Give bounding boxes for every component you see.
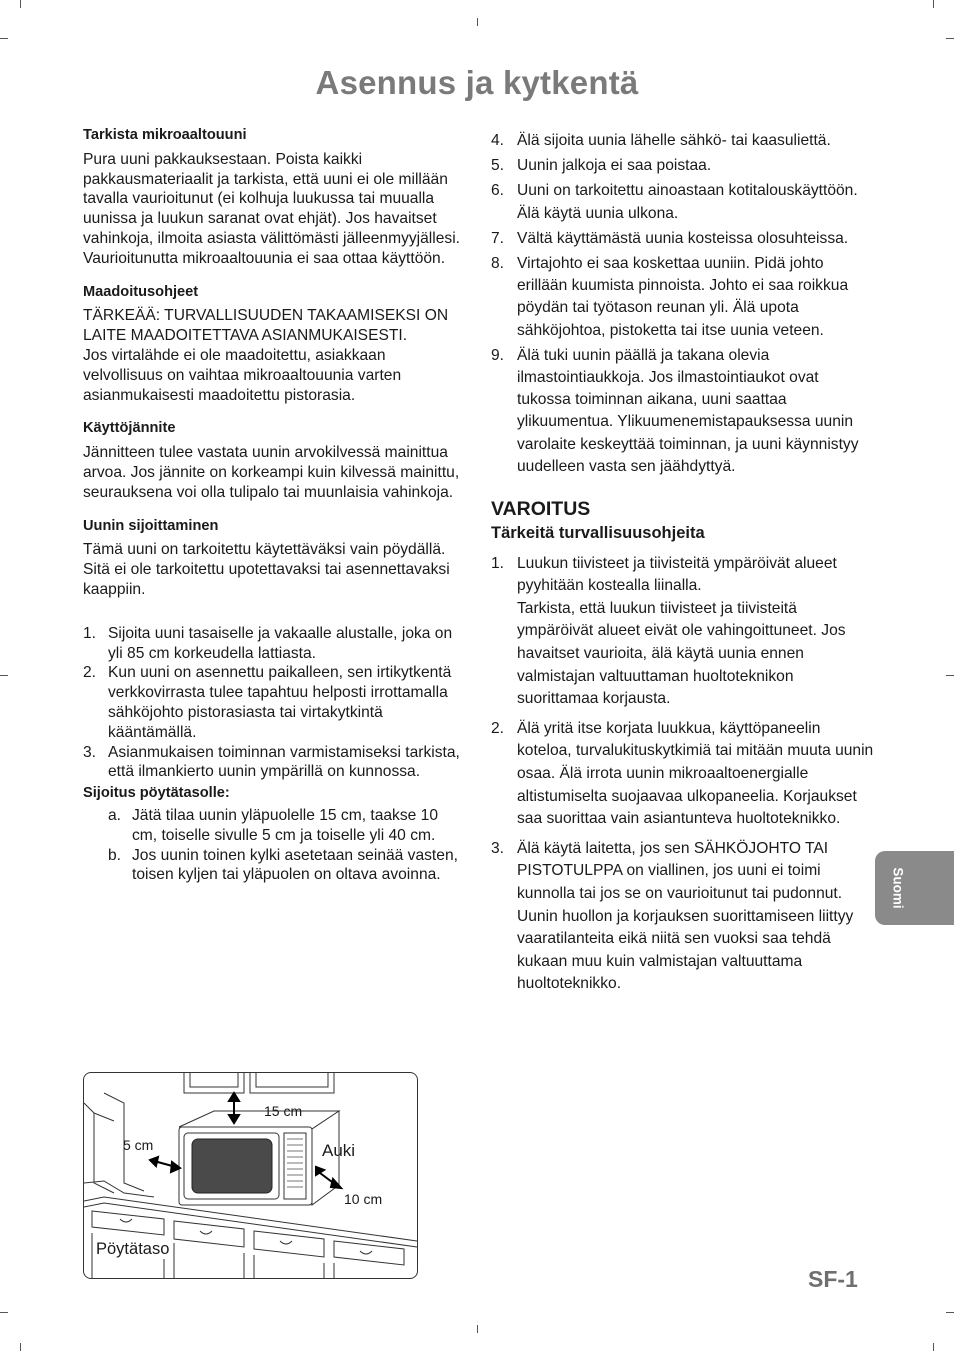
crop-mark (946, 675, 954, 676)
crop-mark (933, 0, 934, 8)
list-text: Sijoita uuni tasaiselle ja vakaalle alustalle, joka on yli 85 cm korkeudella lattiasta. (108, 624, 453, 662)
crop-mark (20, 0, 21, 8)
language-tab (875, 851, 954, 925)
list-item (491, 228, 876, 250)
list-text: Kun uuni on asennettu paikalleen, sen irtikytkentä verkkovirrasta tulee tapahtuu helposti irrottamalla sähköjohto pistorasiasta tai virtakytkintä kääntämällä. (108, 664, 452, 741)
list-number: 8. (491, 255, 505, 273)
left-column (83, 126, 465, 885)
list-number: 1. (491, 554, 505, 572)
list-text: Älä sijoita uunia lähelle sähkö- tai kaasuliettä. (517, 132, 831, 149)
warning-item (491, 718, 876, 831)
list-text: Uuni on tarkoitettu ainoastaan kotitalouskäyttöön. Älä käytä uunia ulkona. (517, 182, 858, 222)
list-text: Tarkista, että luukun tiivisteet ja tiivisteitä ympäröivät alueet eivät ole vahingoittuneet. Jos havaitset vaurioita, älä käytä uunia ennen valmistajan valtuuttaman huoltoteknikon suorittamaa korjausta. (517, 599, 846, 708)
crop-mark (0, 675, 8, 676)
list-text: Asianmukaisen toiminnan varmistamiseksi tarkista, että ilmankierto uunin ympärillä on kunnossa. (108, 743, 460, 781)
right-column (491, 130, 876, 1003)
list-item (491, 155, 876, 177)
clearance-back-label: 10 cm (344, 1191, 383, 1207)
list-number: 4. (491, 132, 505, 149)
warning-item (491, 553, 876, 711)
list-number: 2. (83, 664, 97, 682)
list-item (83, 663, 465, 742)
list-letter: a. (108, 806, 122, 824)
warning-heading: VAROITUS (491, 498, 591, 521)
list-item (83, 806, 465, 846)
section-body: Tämä uuni on tarkoitettu käytettäväksi vain pöydällä. Sitä ei ole tarkoitettu upotettavaksi tai asennettavaksi kaappiin. (83, 541, 450, 598)
section-body: Jännitteen tulee vastata uunin arvokilvessä mainittua arvoa. Jos jännite on korkeampi kuin kilvessä mainittu, seurauksena voi olla tulipalo tai muunlaisia vahinkoja. (83, 444, 460, 501)
page-title: Asennus ja kytkentä (315, 64, 639, 101)
list-number: 9. (491, 346, 505, 364)
list-text: Uunin jalkoja ei saa poistaa. (517, 157, 712, 175)
list-item (83, 846, 465, 886)
crop-mark (0, 1312, 8, 1313)
list-item (491, 130, 876, 152)
crop-mark (20, 1343, 21, 1351)
list-text: Jätä tilaa uunin yläpuolelle 15 cm, taakse 10 cm, toiselle sivulle 5 cm ja toiselle yli 40 cm. (132, 806, 439, 844)
list-number: 3. (491, 839, 505, 857)
crop-mark (0, 38, 8, 39)
section-body: Jos virtalähde ei ole maadoitettu, asiakkaan velvollisuus on vaihtaa mikroaaltouunia varten asianmukaisesti maadoitettu pistorasia. (83, 346, 402, 404)
warning-subheading: Tärkeitä turvallisuusohjeita (491, 523, 705, 542)
clearance-top-label: 15 cm (264, 1103, 303, 1119)
section-heading: Tarkista mikroaaltouuni (83, 127, 247, 143)
list-text: Älä yritä itse korjata luukkua, käyttöpaneelin koteloa, turvalukituskytkimiä tai mitään muuta uunin osaa. Älä irrota uunin mikroaaltoenergialle altistumiselta suojaavaa ulkopaneelia. Korjaukset saa suorittaa vain asiantunteva huoltoteknikko. (517, 719, 874, 828)
list-number: 5. (491, 157, 505, 175)
list-number: 6. (491, 182, 505, 200)
page-number: SF-1 (808, 1266, 858, 1292)
warning-item (491, 838, 876, 996)
section-heading: Uunin sijoittaminen (83, 517, 219, 534)
list-text: Luukun tiivisteet ja tiivisteitä ympäröivät alueet pyyhitään kostealla liinalla. (517, 554, 837, 595)
list-item (491, 345, 876, 478)
clearance-side-label: 5 cm (123, 1137, 154, 1153)
list-item (491, 253, 876, 342)
list-number: 3. (83, 743, 97, 761)
language-tab-label: Suomi (890, 867, 906, 909)
section-body: Pura uuni pakkauksestaan. Poista kaikki pakkausmateriaalit ja tarkista, että uuni ei ole millään tavalla vaurioitunut (ei kolhuja luukussa tai muualla uunissa ja luukun saranat ovat ehjät). Jos havaitset vahinkoja, ilmoita asiasta välittömästi jälleenmyyjällesi. Vaurioitunutta mikroaaltouunia ei saa ottaa käyttöön. (83, 150, 461, 267)
sub-heading: Sijoitus pöytätasolle: (83, 785, 230, 802)
crop-mark (933, 1343, 934, 1351)
list-text: Älä käytä laitetta, jos sen SÄHKÖJOHTO TAI PISTOTULPPA on viallinen, jos uuni ei toimi kunnolla tai jos se on vaurioitunut tai pudonnut. Uunin huollon ja korjauksen suorittamiseen liittyy vaaratilanteita eikä niitä sen vuoksi saa tehdä kukaan muu kuin valmistajan valtuuttama huoltoteknikko. (517, 839, 854, 993)
list-number: 2. (491, 719, 505, 737)
list-text: Älä tuki uunin päällä ja takana olevia ilmastointiaukkoja. Jos ilmastointiaukot ovat tukossa toiminnan aikana, uuni saattaa ylikuumentua. Ylikuumenemistapauksessa uunin varolaite keskeyttää toiminnan, ja uuni käynnistyy uudelleen vasta sen jäähdyttyä. (517, 346, 859, 475)
crop-mark (946, 38, 954, 39)
list-letter: b. (108, 846, 122, 864)
list-item (491, 180, 876, 224)
table-label: Pöytätaso (96, 1240, 170, 1258)
open-side-label: Auki (322, 1141, 356, 1160)
section-heading: Maadoitusohjeet (83, 283, 199, 300)
section-body: TÄRKEÄÄ: TURVALLISUUDEN TAKAAMISEKSI ON LAITE MAADOITETTAVA ASIANMUKAISESTI. (83, 307, 449, 345)
crop-mark (477, 18, 478, 26)
crop-mark (946, 1312, 954, 1313)
installation-illustration (83, 1072, 418, 1279)
list-text: Jos uunin toinen kylki asetetaan seinää vasten, toisen kyljen tai yläpuolen on oltava avoinna. (132, 846, 458, 884)
list-text: Virtajohto ei saa koskettaa uuniin. Pidä johto erillään kuumista pinnoista. Johto ei saa roikkua pöydän tai työtason reunan yli. Älä upota sähköjohtoa, pistoketta tai itse uunia veteen. (517, 255, 849, 339)
list-number: 1. (83, 624, 97, 642)
list-text: Vältä käyttämästä uunia kosteissa olosuhteissa. (517, 229, 849, 247)
list-number: 7. (491, 229, 505, 247)
list-item (83, 624, 465, 664)
crop-mark (477, 1325, 478, 1333)
warning-list (491, 553, 876, 996)
section-heading: Käyttöjännite (83, 420, 176, 437)
list-item (83, 743, 465, 783)
